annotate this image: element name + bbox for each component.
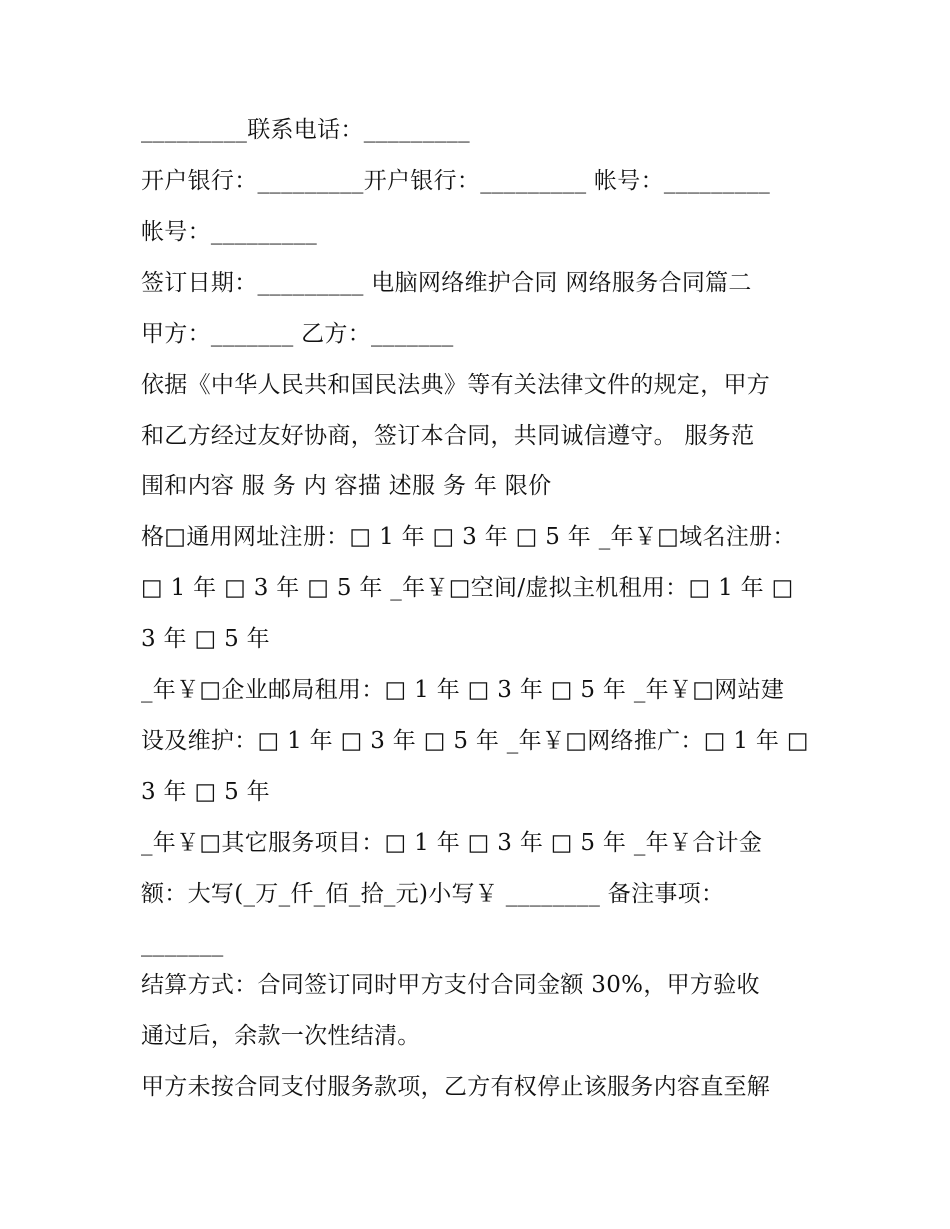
- text-line-account-number: 帐号：_________: [141, 219, 318, 245]
- text-line-settlement-1: 结算方式：合同签订同时甲方支付合同金额 30%，甲方验收: [141, 972, 760, 998]
- text-line-settlement-2: 通过后，余款一次性结清。: [141, 1023, 421, 1049]
- text-line-sign-date-title: 签订日期：_________ 电脑网络维护合同 网络服务合同篇二: [141, 270, 752, 296]
- text-line-total-amount: 额：大写(_万_仟_佰_拾_元)小写￥ ________ 备注事项：: [141, 881, 725, 907]
- text-line-preamble-2: 和乙方经过友好协商，签订本合同，共同诚信遵守。 服务范: [141, 423, 755, 449]
- text-line-service-6: 3 年 □ 5 年: [141, 779, 270, 805]
- text-line-service-1: 格□通用网址注册：□ 1 年 □ 3 年 □ 5 年 _年￥□域名注册：: [141, 524, 796, 550]
- text-line-bank-accounts: 开户银行：_________开户银行：_________ 帐号：_________: [141, 168, 771, 194]
- text-line-payment-default: 甲方未按合同支付服务款项，乙方有权停止该服务内容直至解: [141, 1074, 771, 1100]
- text-line-service-header: 围和内容 服 务 内 容描 述服 务 年 限价: [141, 473, 552, 499]
- text-line-preamble-1: 依据《中华人民共和国民法典》等有关法律文件的规定，甲方: [141, 372, 771, 398]
- text-line-service-3: 3 年 □ 5 年: [141, 626, 270, 652]
- text-line-service-4: _年￥□企业邮局租用：□ 1 年 □ 3 年 □ 5 年 _年￥□网站建: [141, 677, 785, 703]
- text-line-service-2: □ 1 年 □ 3 年 □ 5 年 _年￥□空间/虚拟主机租用：□ 1 年 □: [141, 575, 794, 601]
- text-line-notes-blank: _______: [141, 931, 224, 957]
- text-line-parties: 甲方：_______ 乙方：_______: [141, 321, 454, 347]
- text-line-service-7: _年￥□其它服务项目：□ 1 年 □ 3 年 □ 5 年 _年￥合计金: [141, 830, 763, 856]
- text-line-service-5: 设及维护：□ 1 年 □ 3 年 □ 5 年 _年￥□网络推广：□ 1 年 □: [141, 728, 809, 754]
- text-line-contact-phone: _________联系电话：_________: [141, 117, 470, 143]
